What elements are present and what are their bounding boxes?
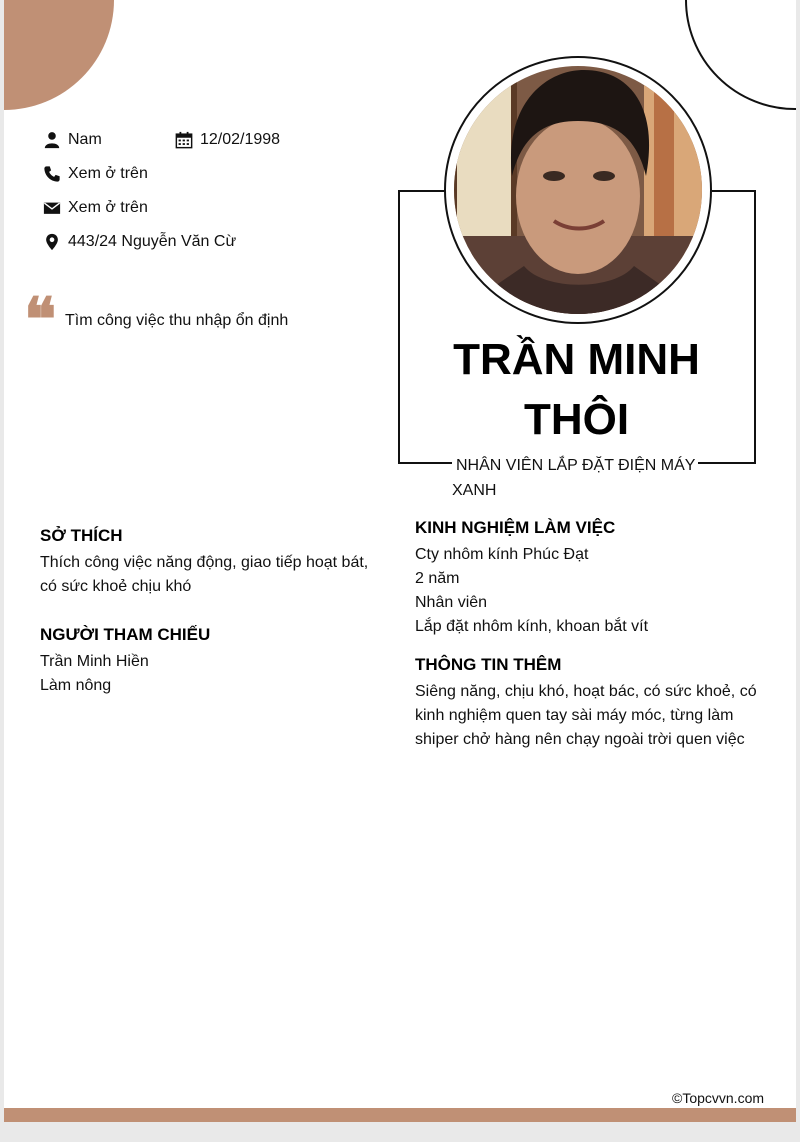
envelope-icon (42, 198, 62, 218)
additional-info-line: shiper chở hàng nên chạy ngoài trời quen việc (415, 731, 745, 748)
additional-info-heading: THÔNG TIN THÊM (415, 655, 562, 674)
person-icon (42, 130, 62, 150)
phone-value: Xem ở trên (68, 165, 148, 182)
full-name (434, 330, 719, 450)
decorative-quarter-circle (4, 0, 114, 110)
additional-info-body (415, 680, 755, 752)
job-title-line-2: XANH (452, 482, 497, 499)
reference-name: Trần Minh Hiền (40, 653, 149, 670)
hobbies-heading: SỞ THÍCH (40, 526, 123, 545)
decorative-ring (685, 0, 796, 110)
footer-accent-bar (4, 1108, 796, 1122)
experience-description: Lắp đặt nhôm kính, khoan bắt vít (415, 618, 649, 635)
experience-company: Cty nhôm kính Phúc Đạt (415, 546, 589, 563)
contact-birthdate (174, 130, 280, 150)
job-title-line-1: NHÂN VIÊN LẮP ĐẶT ĐIỆN MÁY (456, 457, 696, 474)
avatar (454, 66, 702, 314)
references-body (40, 650, 380, 698)
cv-page (4, 0, 796, 1122)
references-heading: NGƯỜI THAM CHIẾU (40, 625, 211, 644)
contact-gender (42, 130, 102, 150)
hobbies-line: Thích công việc năng động, giao tiếp hoạt bát, (40, 554, 369, 571)
experience-heading: KINH NGHIỆM LÀM VIỆC (415, 518, 616, 537)
contact-address (42, 232, 236, 252)
name-line-1: TRẦN MINH (453, 335, 700, 384)
phone-icon (42, 164, 62, 184)
address-value: 443/24 Nguyễn Văn Cừ (68, 233, 237, 250)
hobbies-line: có sức khoẻ chịu khó (40, 578, 192, 595)
location-pin-icon (42, 232, 62, 252)
additional-info-line: kinh nghiệm quen tay sài máy móc, từng làm (415, 707, 734, 724)
additional-info-line: Siêng năng, chịu khó, hoạt bác, có sức khoẻ, có (415, 683, 757, 700)
experience-body (415, 543, 755, 639)
calendar-icon (174, 130, 194, 150)
career-objective: Tìm công việc thu nhập ổn định (65, 312, 289, 329)
birthdate-value: 12/02/1998 (200, 131, 281, 148)
experience-duration: 2 năm (415, 570, 460, 587)
hobbies-body (40, 551, 380, 599)
email-value: Xem ở trên (68, 199, 148, 216)
job-title (452, 453, 702, 503)
quote-icon: ❝ (24, 285, 57, 355)
footer-brand: ©Topcvvn.com (672, 1090, 765, 1106)
name-line-2: THÔI (523, 395, 630, 444)
contact-email (42, 198, 148, 218)
reference-occupation: Làm nông (40, 677, 112, 694)
contact-phone (42, 164, 148, 184)
gender-value: Nam (68, 131, 102, 148)
experience-position: Nhân viên (415, 594, 488, 611)
